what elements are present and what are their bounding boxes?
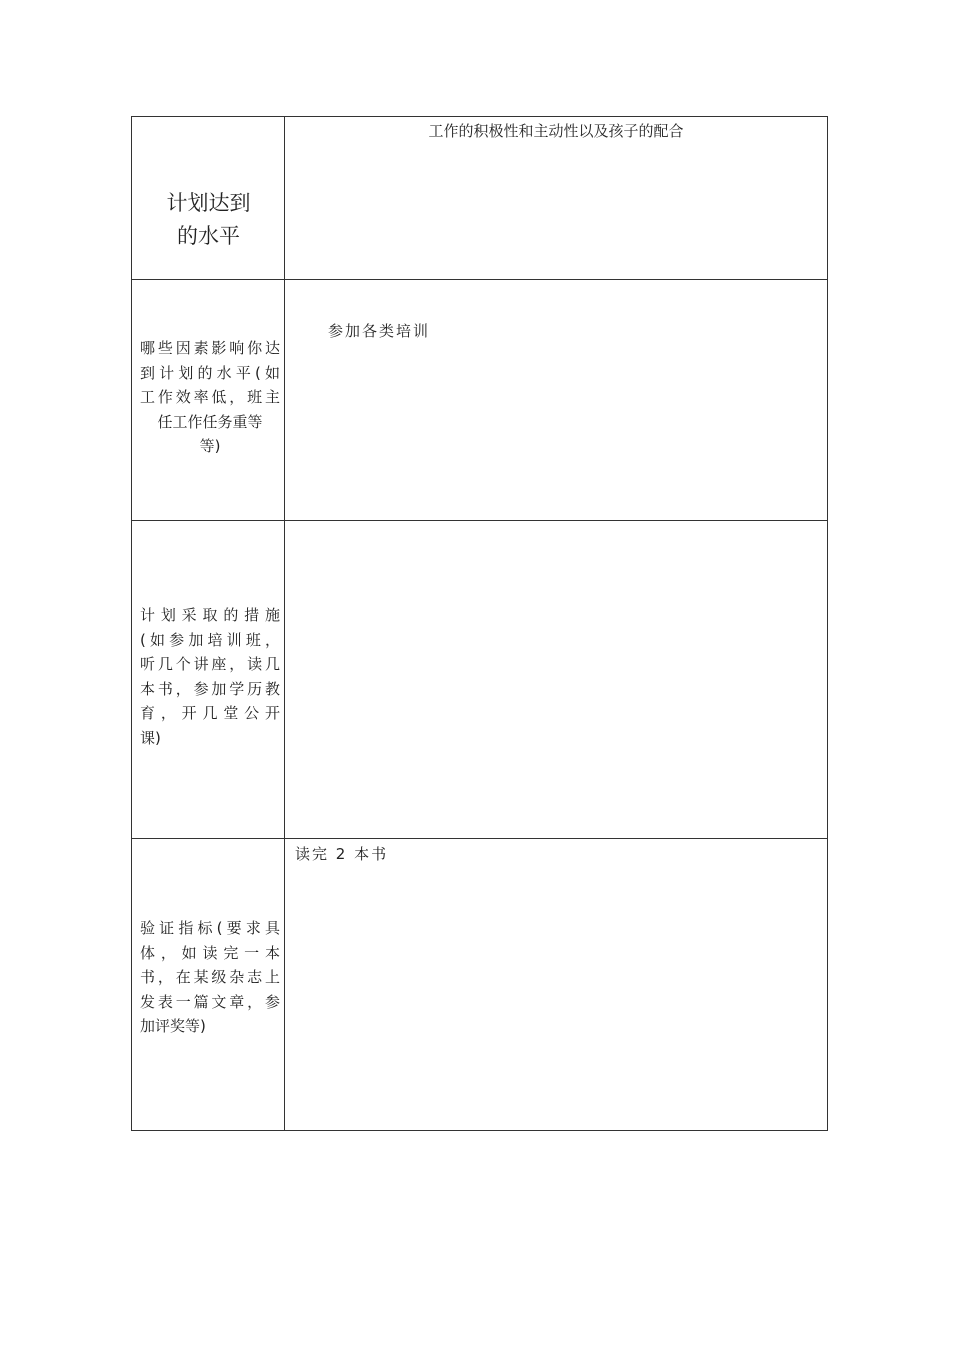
label-line: 验证指标(要求具 bbox=[140, 919, 280, 937]
label-line: 的水平 bbox=[177, 224, 240, 248]
label-line: 等) bbox=[199, 437, 221, 455]
row-value-cell[interactable] bbox=[285, 117, 827, 279]
label-line: (如参加培训班， bbox=[140, 630, 280, 649]
influencing-factors-value: 参加各类培训 bbox=[328, 322, 431, 340]
target-level-value: 工作的积极性和主动性以及孩子的配合 bbox=[428, 122, 684, 140]
row-label-cell bbox=[132, 280, 285, 520]
row-label-cell bbox=[132, 117, 285, 279]
table-row bbox=[132, 279, 827, 520]
row-value-cell[interactable] bbox=[285, 280, 827, 520]
label-line: 听几个讲座，读几 bbox=[140, 655, 280, 673]
label-line: 计划采取的措施 bbox=[140, 606, 280, 624]
table-row bbox=[132, 520, 827, 838]
label-line: 工作效率低，班主 bbox=[140, 388, 280, 406]
label-line: 加评奖等) bbox=[140, 1017, 206, 1035]
label-line: 哪些因素影响你达 bbox=[140, 339, 280, 357]
row-value-cell[interactable] bbox=[285, 839, 827, 1130]
label-line: 书，在某级杂志上 bbox=[140, 968, 280, 986]
label-line: 任工作任务重等 bbox=[157, 412, 263, 431]
label-line: 到计划的水平(如 bbox=[140, 363, 280, 382]
label-line: 体，如读完一本 bbox=[140, 943, 280, 962]
label-line: 计划达到 bbox=[166, 191, 251, 215]
table-row bbox=[132, 838, 827, 1130]
verification-metrics-value: 读完 2 本书 bbox=[295, 845, 389, 863]
row-label-cell bbox=[132, 839, 285, 1130]
label-line: 发表一篇文章，参 bbox=[140, 992, 280, 1011]
label-line: 本书，参加学历教 bbox=[140, 679, 280, 698]
label-line: 课) bbox=[140, 728, 161, 747]
planned-measures-label bbox=[140, 603, 280, 750]
plan-form-table bbox=[131, 116, 828, 1131]
influencing-factors-label bbox=[140, 336, 280, 459]
row-label-cell bbox=[132, 521, 285, 838]
row-value-cell[interactable] bbox=[285, 521, 827, 838]
table-row bbox=[132, 117, 827, 279]
target-level-label bbox=[132, 187, 285, 253]
verification-metrics-label bbox=[140, 916, 280, 1039]
label-line: 育，开几堂公开 bbox=[140, 704, 280, 722]
